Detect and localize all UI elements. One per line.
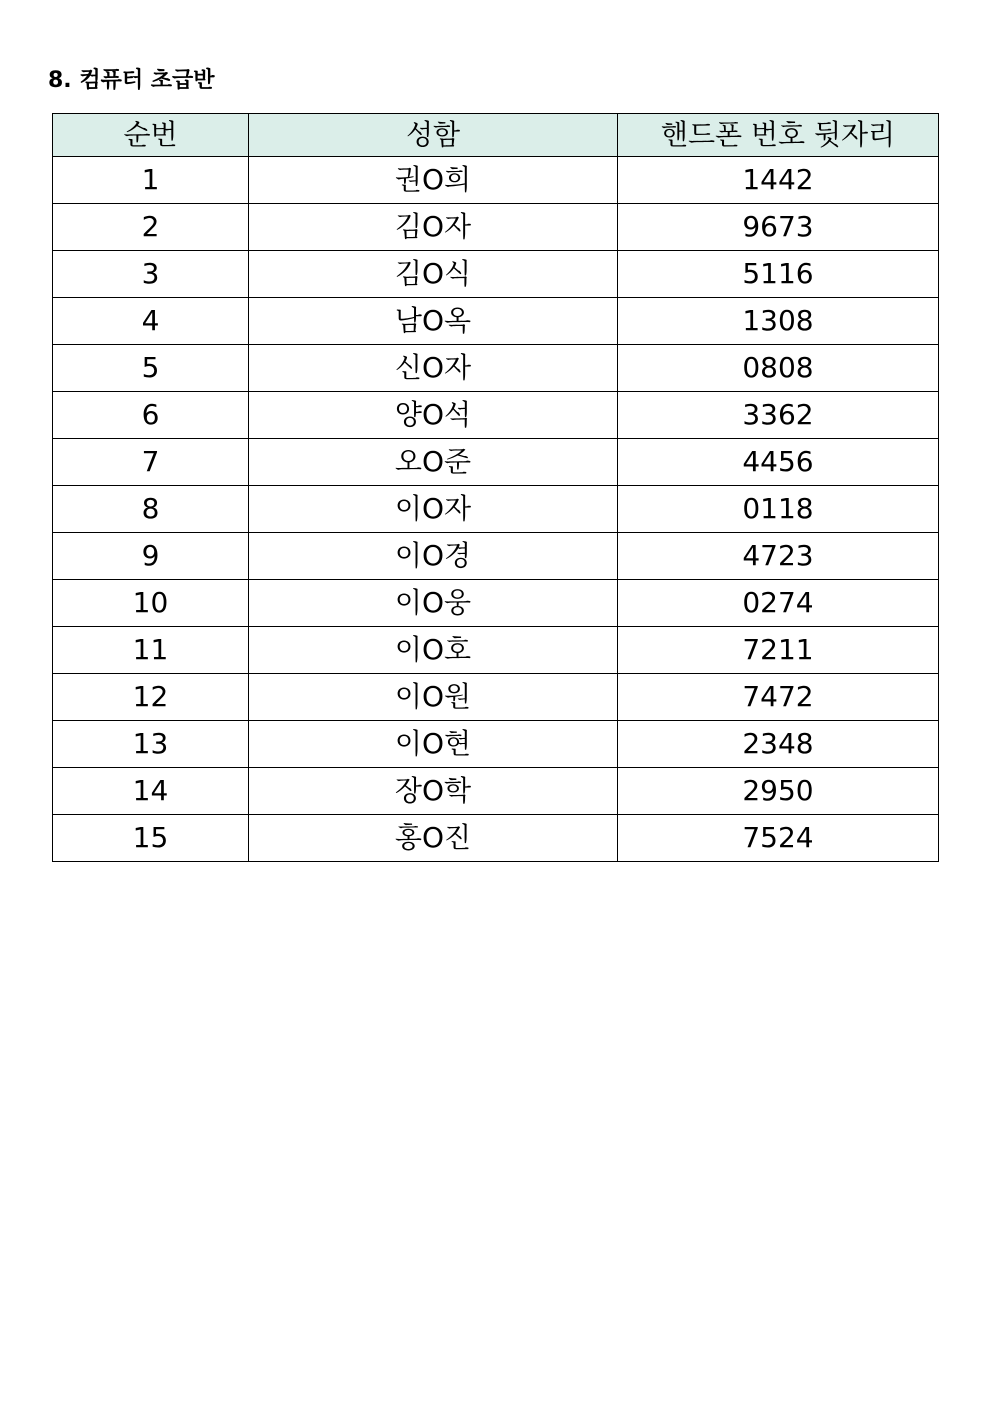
table-row bbox=[53, 251, 939, 298]
cell-phone-last-digits: 7524 bbox=[618, 815, 939, 862]
table-row bbox=[53, 627, 939, 674]
cell-name: 김O식 bbox=[249, 251, 618, 298]
participant-table bbox=[52, 113, 939, 862]
cell-number: 6 bbox=[53, 392, 249, 439]
table-row bbox=[53, 768, 939, 815]
table-row bbox=[53, 298, 939, 345]
cell-phone-last-digits: 9673 bbox=[618, 204, 939, 251]
cell-name: 홍O진 bbox=[249, 815, 618, 862]
table-row bbox=[53, 533, 939, 580]
cell-number: 7 bbox=[53, 439, 249, 486]
table-row bbox=[53, 439, 939, 486]
cell-number: 13 bbox=[53, 721, 249, 768]
cell-number: 5 bbox=[53, 345, 249, 392]
cell-name: 이O호 bbox=[249, 627, 618, 674]
cell-name: 오O준 bbox=[249, 439, 618, 486]
cell-phone-last-digits: 4456 bbox=[618, 439, 939, 486]
section-title: 8. 컴퓨터 초급반 bbox=[48, 68, 215, 93]
cell-name: 남O옥 bbox=[249, 298, 618, 345]
header-phone-last-digits: 핸드폰 번호 뒷자리 bbox=[618, 114, 939, 157]
cell-phone-last-digits: 2950 bbox=[618, 768, 939, 815]
cell-number: 2 bbox=[53, 204, 249, 251]
cell-name: 이O웅 bbox=[249, 580, 618, 627]
table-row bbox=[53, 157, 939, 204]
cell-number: 11 bbox=[53, 627, 249, 674]
cell-number: 10 bbox=[53, 580, 249, 627]
table-row bbox=[53, 345, 939, 392]
cell-name: 장O학 bbox=[249, 768, 618, 815]
cell-number: 3 bbox=[53, 251, 249, 298]
cell-name: 김O자 bbox=[249, 204, 618, 251]
cell-phone-last-digits: 2348 bbox=[618, 721, 939, 768]
table-row bbox=[53, 486, 939, 533]
cell-name: 양O석 bbox=[249, 392, 618, 439]
cell-phone-last-digits: 1308 bbox=[618, 298, 939, 345]
cell-number: 15 bbox=[53, 815, 249, 862]
cell-number: 14 bbox=[53, 768, 249, 815]
cell-phone-last-digits: 0274 bbox=[618, 580, 939, 627]
cell-phone-last-digits: 7211 bbox=[618, 627, 939, 674]
cell-number: 8 bbox=[53, 486, 249, 533]
table-row bbox=[53, 674, 939, 721]
cell-name: 권O희 bbox=[249, 157, 618, 204]
cell-phone-last-digits: 0808 bbox=[618, 345, 939, 392]
table-row bbox=[53, 580, 939, 627]
cell-name: 이O경 bbox=[249, 533, 618, 580]
table-row bbox=[53, 392, 939, 439]
table-header-row bbox=[53, 114, 939, 157]
table-row bbox=[53, 721, 939, 768]
cell-number: 1 bbox=[53, 157, 249, 204]
header-number: 순번 bbox=[53, 114, 249, 157]
cell-name: 이O자 bbox=[249, 486, 618, 533]
cell-phone-last-digits: 4723 bbox=[618, 533, 939, 580]
cell-number: 12 bbox=[53, 674, 249, 721]
table-row bbox=[53, 815, 939, 862]
cell-phone-last-digits: 0118 bbox=[618, 486, 939, 533]
cell-phone-last-digits: 5116 bbox=[618, 251, 939, 298]
table-row bbox=[53, 204, 939, 251]
cell-name: 이O현 bbox=[249, 721, 618, 768]
cell-phone-last-digits: 3362 bbox=[618, 392, 939, 439]
cell-number: 9 bbox=[53, 533, 249, 580]
cell-phone-last-digits: 1442 bbox=[618, 157, 939, 204]
cell-name: 신O자 bbox=[249, 345, 618, 392]
cell-name: 이O원 bbox=[249, 674, 618, 721]
cell-number: 4 bbox=[53, 298, 249, 345]
header-name: 성함 bbox=[249, 114, 618, 157]
cell-phone-last-digits: 7472 bbox=[618, 674, 939, 721]
